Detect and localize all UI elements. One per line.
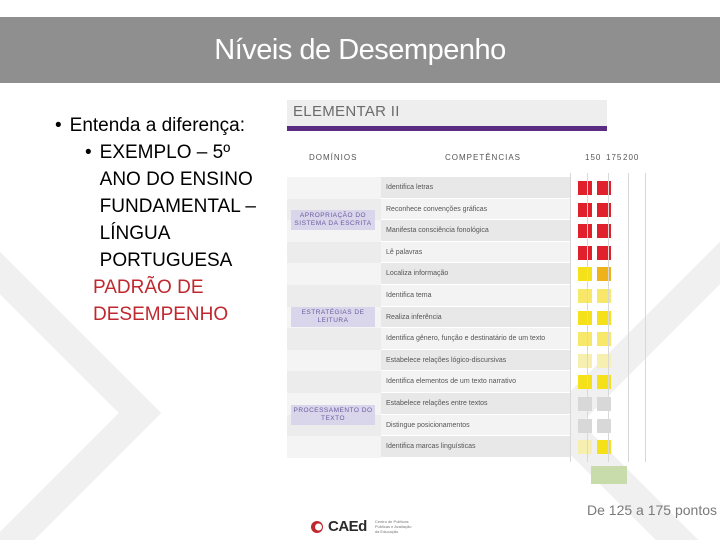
domain-cell xyxy=(287,263,381,285)
level-cells xyxy=(570,415,628,437)
bullet-item-2 xyxy=(85,139,290,274)
level-cells xyxy=(570,242,628,264)
domain-cell xyxy=(287,285,381,307)
competency-row xyxy=(287,436,648,458)
level-cells xyxy=(570,328,628,350)
level-cell xyxy=(578,375,592,389)
level-cells xyxy=(570,263,628,285)
level-cells xyxy=(570,177,628,199)
competency-row xyxy=(287,285,648,307)
competency-text: Manifesta consciência fonológica xyxy=(381,220,570,242)
competency-table xyxy=(287,177,648,458)
bullet-dot: • xyxy=(85,142,92,163)
slide-title: Níveis de Desempenho xyxy=(214,33,506,66)
level-cells xyxy=(570,393,628,415)
bullet-item-1 xyxy=(55,112,290,139)
domain-cell xyxy=(287,436,381,458)
competency-text: Estabelece relações lógico-discursivas xyxy=(381,350,570,372)
performance-standard-label: PADRÃO DE DESEMPENHO xyxy=(93,277,229,325)
domain-cell xyxy=(287,350,381,372)
competencies-header: COMPETÊNCIAS xyxy=(445,153,522,162)
level-cells xyxy=(570,307,628,329)
competency-text: Reconhece convenções gráficas xyxy=(381,199,570,221)
competency-text: Lê palavras xyxy=(381,242,570,264)
grid-line xyxy=(570,173,571,462)
domain-cell xyxy=(287,177,381,199)
competency-row xyxy=(287,350,648,372)
domain-label: PROCESSAMENTO DO TEXTO xyxy=(291,405,375,425)
level-cells xyxy=(570,350,628,372)
level-cells xyxy=(570,285,628,307)
competency-row xyxy=(287,177,648,199)
competency-text: Identifica tema xyxy=(381,285,570,307)
level-range-marker xyxy=(591,466,627,484)
level-cell xyxy=(578,267,592,281)
grid-line xyxy=(587,173,588,462)
level-cell xyxy=(578,332,592,346)
performance-level-panel xyxy=(287,100,648,484)
competency-row xyxy=(287,328,648,350)
domains-header: DOMÍNIOS xyxy=(309,153,358,162)
competency-text: Estabelece relações entre textos xyxy=(381,393,570,415)
level-cell xyxy=(578,311,592,325)
domain-label: ESTRATÉGIAS DE LEITURA xyxy=(291,307,375,327)
competency-text: Identifica marcas linguísticas xyxy=(381,436,570,458)
level-cell xyxy=(578,397,592,411)
caed-logo-icon xyxy=(310,520,324,534)
domain-cell xyxy=(287,328,381,350)
competency-row xyxy=(287,263,648,285)
level-cells xyxy=(570,199,628,221)
bullet-list xyxy=(55,112,290,328)
level-cells xyxy=(570,371,628,393)
scale-150: 150 xyxy=(585,153,602,162)
competency-row xyxy=(287,371,648,393)
caed-logo xyxy=(310,518,415,535)
scale-200: 200 xyxy=(623,153,640,162)
competency-text: Identifica elementos de um texto narrativo xyxy=(381,371,570,393)
level-cell xyxy=(578,440,592,454)
competency-row xyxy=(287,242,648,264)
logo-name: CAEd xyxy=(328,518,367,535)
level-underline xyxy=(287,126,607,131)
competency-text: Localiza informação xyxy=(381,263,570,285)
level-cell xyxy=(578,203,592,217)
bullet-text-1: Entenda a diferença: xyxy=(69,115,246,136)
competency-text: Identifica letras xyxy=(381,177,570,199)
level-cell xyxy=(578,181,592,195)
logo-subtitle: Centro de Políticas Públicas e Avaliação da Educação xyxy=(374,519,412,534)
competency-text: Realiza inferência xyxy=(381,307,570,329)
level-cell xyxy=(578,354,592,368)
level-cell xyxy=(578,246,592,260)
level-cells xyxy=(570,436,628,458)
score-range: De 125 a 175 pontos xyxy=(587,502,717,518)
bullet-text-2: EXEMPLO – 5º ANO DO ENSINO FUNDAMENTAL – LÍNGUA PORTUGUESA xyxy=(99,142,256,271)
level-cell xyxy=(578,224,592,238)
scale-175: 175 xyxy=(606,153,623,162)
level-cell xyxy=(578,419,592,433)
level-title: ELEMENTAR II xyxy=(293,103,400,120)
competency-text: Identifica gênero, função e destinatário de um texto xyxy=(381,328,570,350)
level-header xyxy=(287,100,607,127)
grid-line xyxy=(628,173,629,462)
domain-cell xyxy=(287,242,381,264)
domain-label: APROPRIAÇÃO DO SISTEMA DA ESCRITA xyxy=(291,210,375,230)
level-cells xyxy=(570,220,628,242)
bullet-dot: • xyxy=(55,115,62,136)
grid-line xyxy=(645,173,646,462)
competency-text: Distingue posicionamentos xyxy=(381,415,570,437)
domain-cell xyxy=(287,371,381,393)
level-cell xyxy=(578,289,592,303)
title-bar xyxy=(0,17,720,83)
grid-line xyxy=(608,173,609,462)
